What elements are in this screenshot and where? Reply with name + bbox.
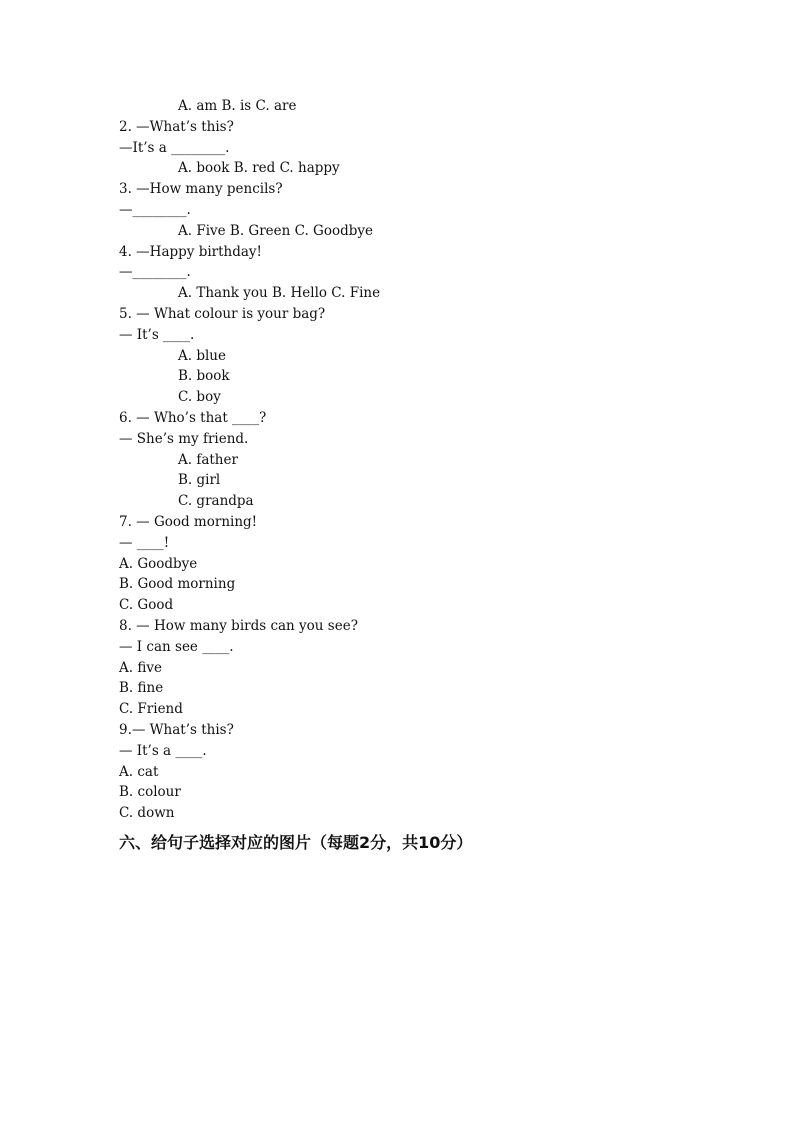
answer-option-line: A. blue [178, 347, 226, 364]
question-line: — It’s ____. [119, 326, 195, 343]
question-line: 7. — Good morning! [119, 514, 258, 530]
question-line: —It’s a ________. [119, 139, 230, 156]
question-line: 5. — What colour is your bag? [119, 306, 326, 322]
question-line: B. colour [119, 784, 181, 801]
answer-option-line: A. father [178, 451, 238, 468]
answer-option-line: B. girl [178, 472, 221, 489]
question-line: 8. — How many birds can you see? [119, 618, 358, 634]
question-line: 6. — Who’s that ____? [119, 410, 267, 426]
answer-option-line: A. Thank you B. Hello C. Fine [178, 285, 381, 302]
answer-option-line: A. am B. is C. are [178, 98, 297, 114]
question-line: — I can see ____. [119, 638, 234, 655]
question-line: A. Goodbye [119, 555, 198, 572]
question-line: B. Good morning [119, 576, 236, 593]
question-line: C. Good [119, 597, 174, 614]
question-line: — It’s a ____. [119, 742, 207, 759]
question-line: A. five [119, 659, 162, 676]
section-title: 六、给句子选择对应的图片（每题2分，共10分） [119, 833, 473, 852]
question-line: 3. —How many pencils? [119, 181, 283, 198]
answer-option-line: B. book [178, 368, 230, 385]
question-line: C. Friend [119, 701, 183, 718]
answer-option-line: A. Five B. Green C. Goodbye [178, 222, 373, 239]
question-line: A. cat [119, 763, 159, 780]
question-line: — ____! [119, 534, 170, 551]
question-line: 4. —Happy birthday! [119, 243, 262, 260]
question-line: —________. [119, 264, 191, 281]
question-line: — She’s my friend. [119, 430, 249, 447]
answer-option-line: A. book B. red C. happy [178, 160, 340, 177]
question-line: C. down [119, 805, 175, 822]
answer-option-line: C. grandpa [178, 493, 254, 510]
question-line: B. fine [119, 680, 164, 697]
question-line: 2. —What’s this? [119, 118, 234, 135]
answer-option-line: C. boy [178, 389, 221, 406]
question-line: —________. [119, 202, 191, 218]
question-line: 9.— What’s this? [119, 722, 234, 738]
